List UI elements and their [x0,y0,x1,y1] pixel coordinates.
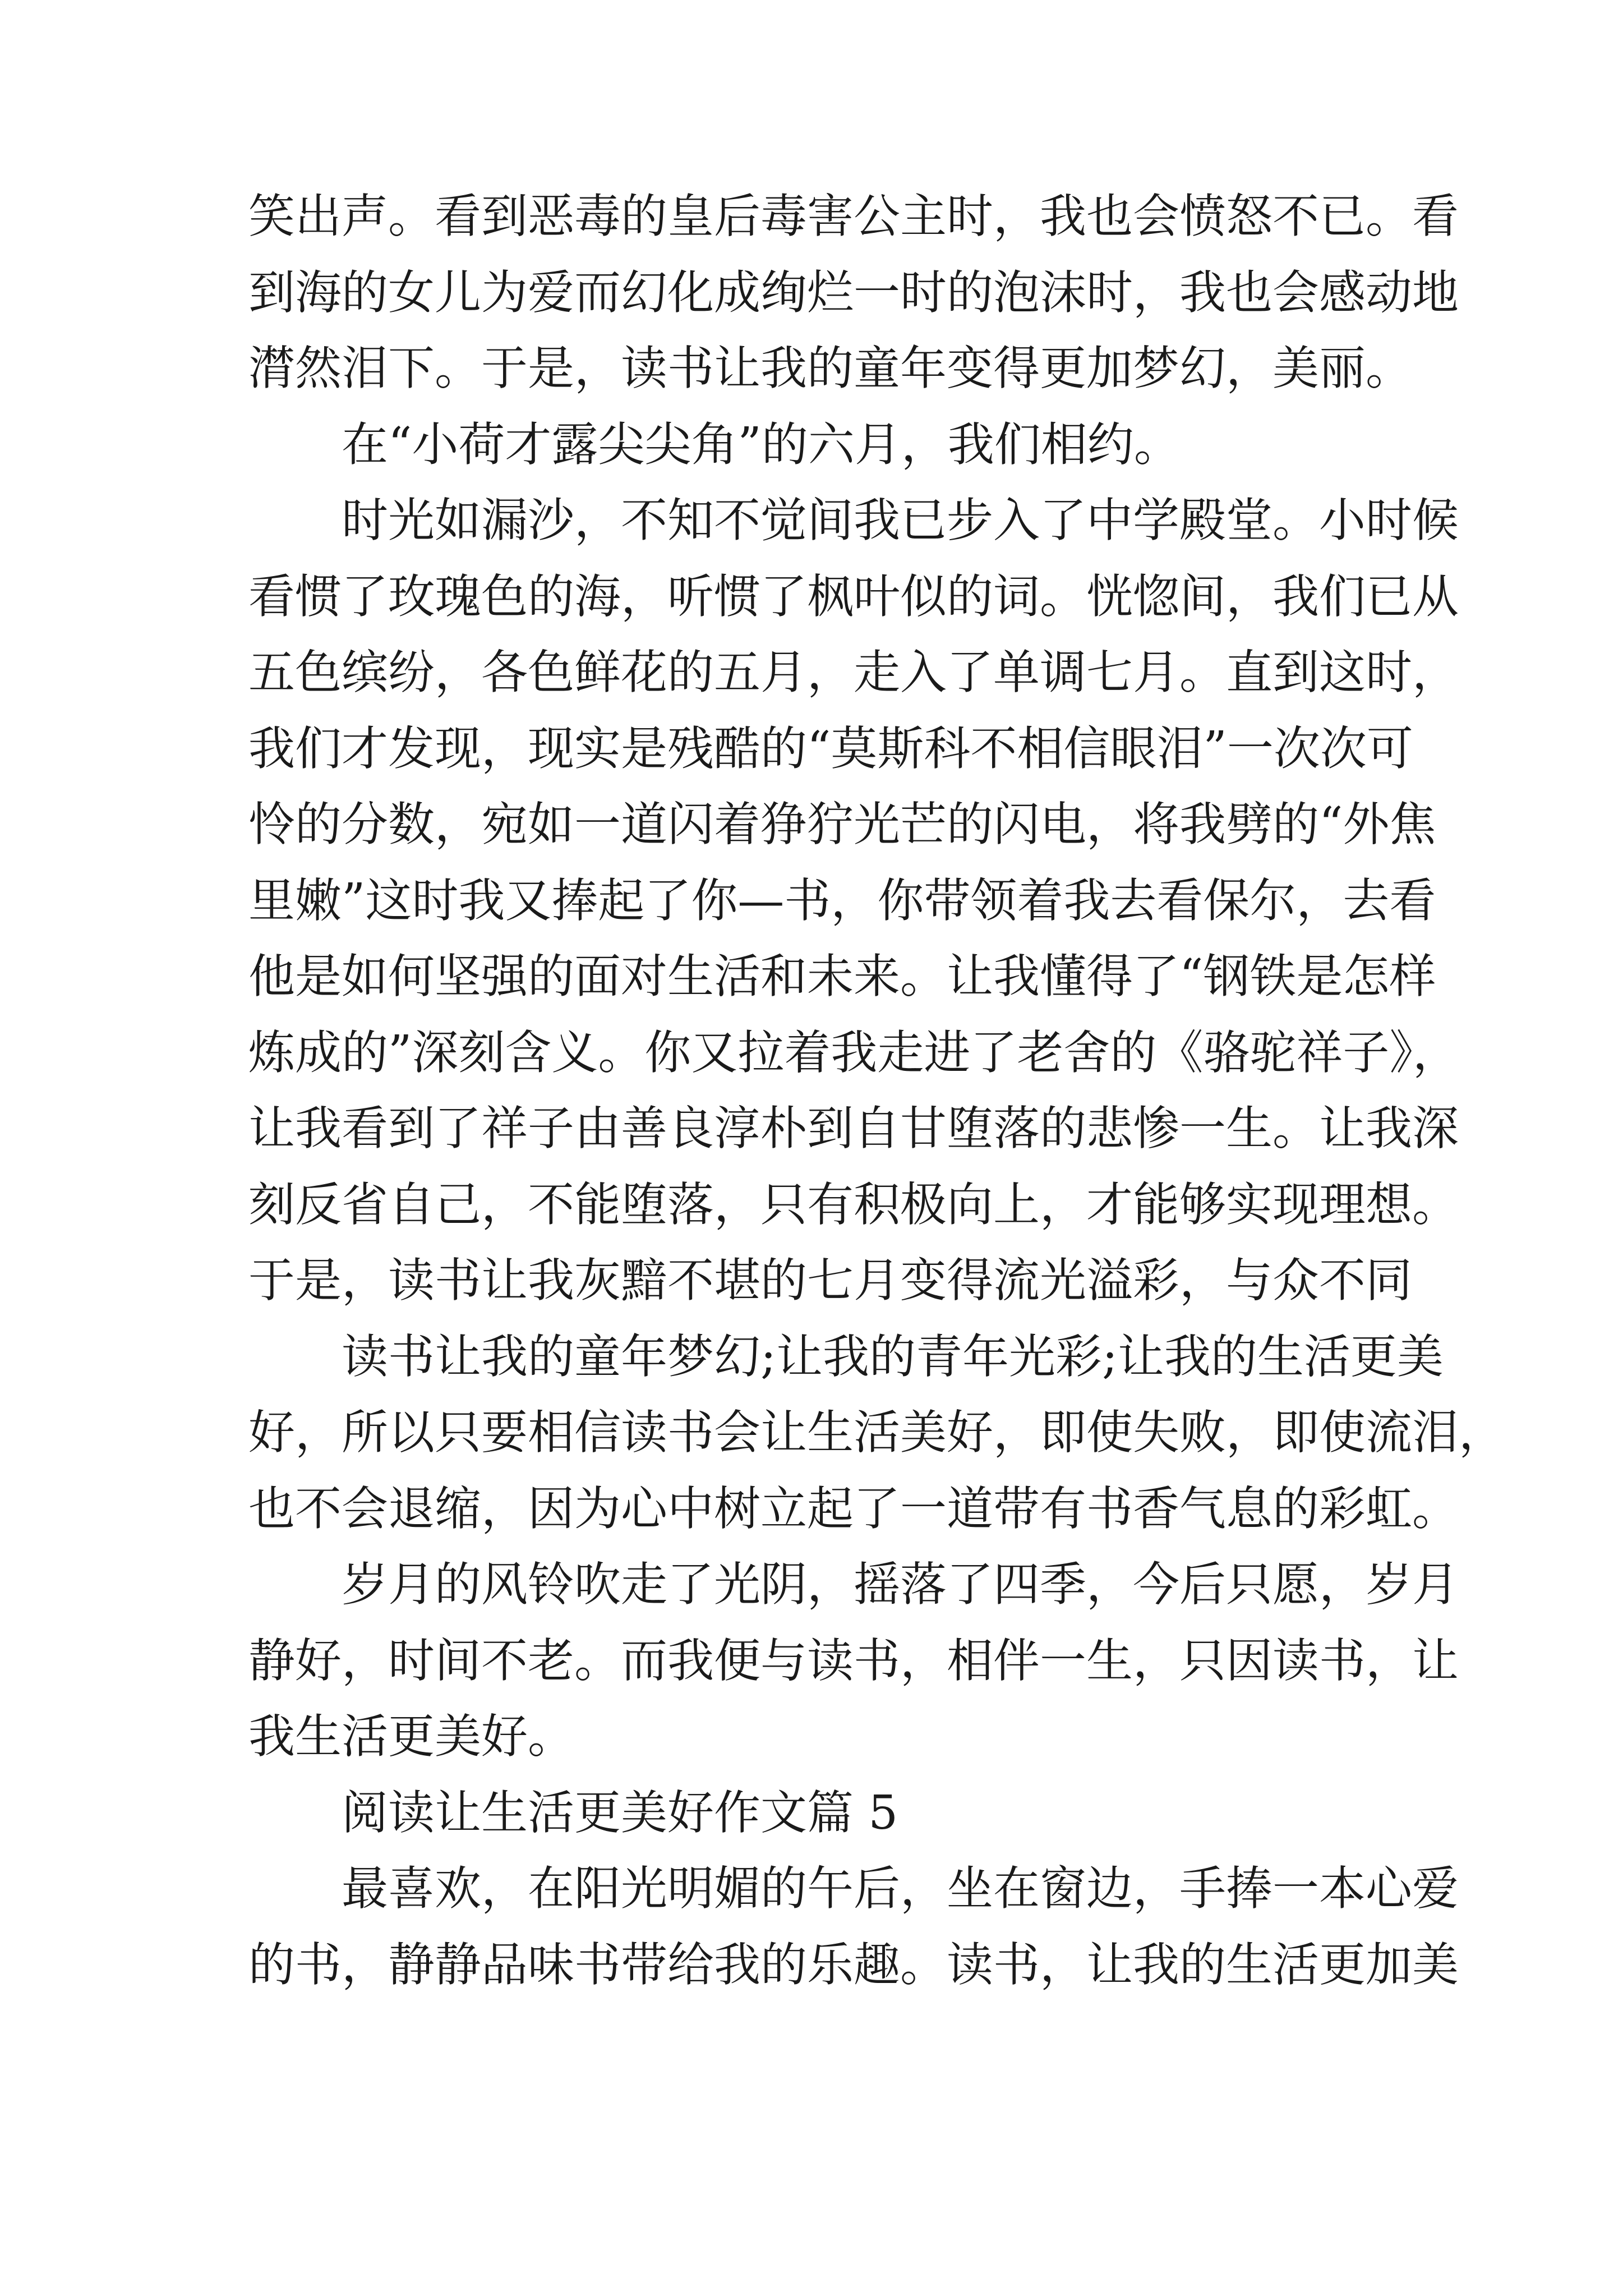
text-line: 他是如何坚强的面对生活和未来。让我懂得了“钢铁是怎样 [248,949,1436,1004]
text-line: 岁月的风铃吹走了光阴，摇落了四季，今后只愿，岁月 [342,1557,1459,1612]
text-line: 让我看到了祥子由善良淳朴到自甘堕落的悲惨一生。让我深 [248,1101,1459,1156]
text-line: 好，所以只要相信读书会让生活美好，即使失败，即使流泪， [248,1405,1505,1460]
text-line: 时光如漏沙，不知不觉间我已步入了中学殿堂。小时候 [342,493,1459,547]
text-line: 也不会退缩，因为心中树立起了一道带有书香气息的彩虹。 [248,1481,1459,1536]
text-line: 于是，读书让我灰黯不堪的七月变得流光溢彩，与众不同 [248,1253,1412,1308]
text-line: 怜的分数，宛如一道闪着狰狞光芒的闪电，将我劈的“外焦 [248,797,1436,852]
text-line: 在“小荷才露尖尖角”的六月，我们相约。 [342,417,1181,472]
section-heading: 阅读让生活更美好作文篇 5 [342,1785,898,1840]
text-line: 静好，时间不老。而我便与读书，相伴一生，只因读书，让 [248,1633,1459,1688]
essay-body [248,178,1505,2003]
text-line: 我们才发现，现实是残酷的“莫斯科不相信眼泪”一次次可 [248,721,1413,776]
text-line: 五色缤纷，各色鲜花的五月，走入了单调七月。直到这时， [248,645,1459,700]
text-line: 我生活更美好。 [248,1709,574,1764]
text-line: 里嫩”这时我又捧起了你—书，你带领着我去看保尔，去看 [248,873,1436,928]
text-line: 读书让我的童年梦幻;让我的青年光彩;让我的生活更美 [342,1329,1444,1384]
text-line: 的书，静静品味书带给我的乐趣。读书，让我的生活更加美 [248,1937,1459,1992]
text-line: 看惯了玫瑰色的海，听惯了枫叶似的词。恍惚间，我们已从 [248,569,1459,624]
text-line: 潸然泪下。于是，读书让我的童年变得更加梦幻，美丽。 [248,341,1412,395]
text-line: 笑出声。看到恶毒的皇后毒害公主时，我也会愤怒不已。看 [248,189,1459,243]
text-line: 最喜欢，在阳光明媚的午后，坐在窗边，手捧一本心爱 [342,1861,1459,1916]
text-line: 炼成的”深刻含义。你又拉着我走进了老舍的《骆驼祥子》， [248,1025,1459,1080]
text-line: 到海的女儿为爱而幻化成绚烂一时的泡沫时，我也会感动地 [248,265,1459,320]
text-line: 刻反省自己，不能堕落，只有积极向上，才能够实现理想。 [248,1177,1459,1232]
